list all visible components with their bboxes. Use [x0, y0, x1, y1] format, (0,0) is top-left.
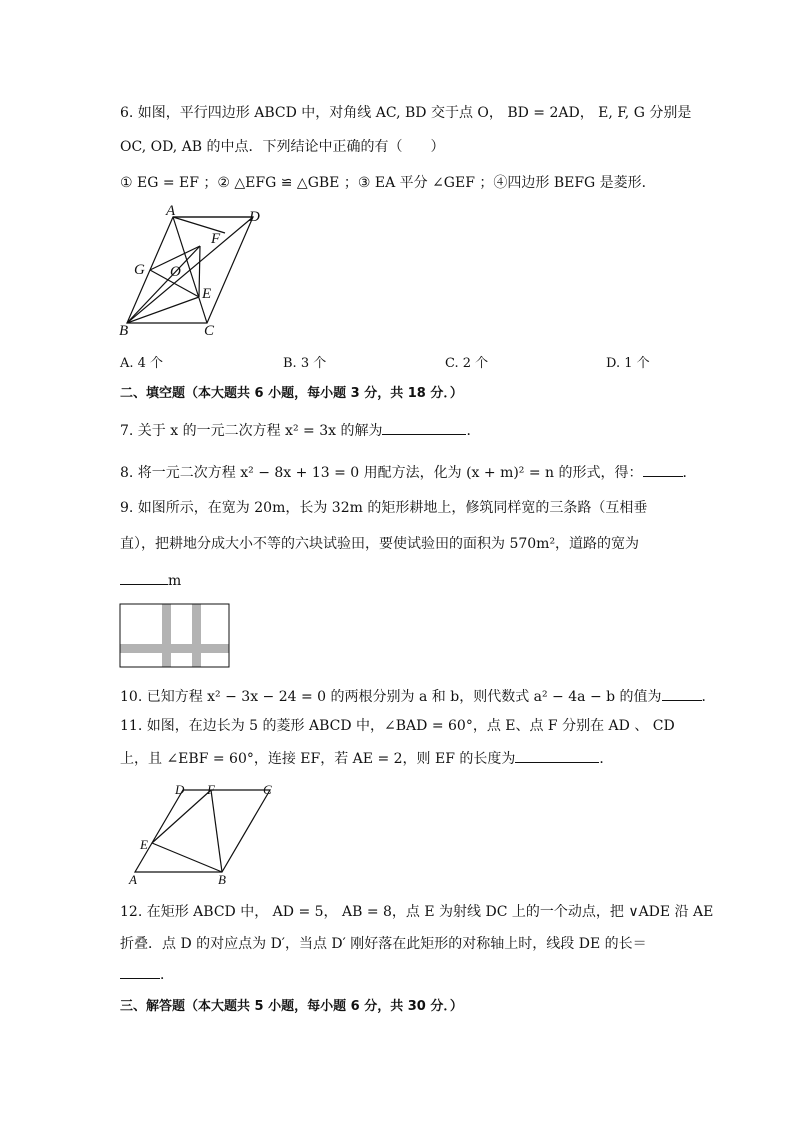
label-f: F — [207, 782, 215, 797]
q9-field-figure — [119, 603, 231, 669]
q10-answer-blank[interactable] — [662, 686, 702, 701]
q12-line3 — [120, 964, 174, 985]
label-c: C — [263, 782, 272, 797]
q11-answer-blank[interactable] — [515, 748, 599, 763]
q11-period: ． — [599, 751, 614, 767]
road-horizontal — [120, 644, 229, 653]
q6-line2: OC, OD, AB 的中点．下列结论中正确的有（ ） — [120, 139, 445, 155]
label-g: G — [134, 262, 145, 278]
section2-heading: 二、填空题（本大题共 6 小题，每小题 3 分，共 18 分．） — [120, 386, 463, 401]
label-a: A — [166, 205, 176, 219]
q9-answer-blank[interactable] — [120, 570, 168, 585]
segment-be — [152, 843, 222, 872]
q8 — [120, 462, 697, 483]
diagonal-bd — [127, 217, 253, 323]
q8-period: ． — [682, 465, 697, 481]
label-d: D — [175, 782, 185, 797]
label-f: F — [211, 231, 221, 247]
q9-unit: m — [168, 573, 182, 589]
q8-answer-blank[interactable] — [643, 462, 683, 477]
q6-option-c: C. 2 个 — [445, 356, 489, 371]
q6-option-b: B. 3 个 — [283, 356, 327, 371]
q11-line2 — [120, 748, 613, 769]
q6-option-d: D. 1 个 — [606, 356, 650, 371]
road-vertical-2 — [192, 604, 201, 667]
q7 — [120, 420, 480, 441]
segment-bf — [211, 790, 222, 872]
q7-period: ． — [466, 423, 481, 439]
q9-line1: 9. 如图所示，在宽为 20m，长为 32m 的矩形耕地上，修筑同样宽的三条路（互相垂 — [120, 500, 648, 516]
q9-line2: 直），把耕地分成大小不等的六块试验田，要使试验田的面积为 570m²，道路的宽为 — [120, 536, 640, 552]
q12-line1: 12. 在矩形 ABCD 中， AD = 5， AB = 8，点 E 为射线 DC 上的一个动点，把 ∨ADE 沿 AE — [120, 904, 714, 920]
q9-line3 — [120, 570, 181, 591]
q11-rhombus-figure — [125, 780, 280, 890]
label-c: C — [204, 323, 215, 339]
section3-heading: 三、解答题（本大题共 5 小题，每小题 6 分，共 30 分．） — [120, 999, 463, 1014]
label-b: B — [218, 872, 226, 887]
rhombus-abcd — [135, 790, 270, 872]
q10-period: ． — [701, 689, 716, 705]
q10 — [120, 686, 716, 707]
q12-period: ． — [160, 967, 174, 983]
q7-answer-blank[interactable] — [382, 420, 466, 435]
label-d: D — [249, 209, 260, 225]
road-vertical-1 — [162, 604, 171, 667]
q11-line1: 11. 如图，在边长为 5 的菱形 ABCD 中，∠BAD = 60°，点 E、点 F 分别在 AD 、 CD — [120, 718, 675, 734]
q6-line3: ① EG = EF ；② △EFG ≌ △GBE ；③ EA 平分 ∠GEF ；④四边形 BEFG 是菱形． — [120, 175, 656, 191]
label-e: E — [202, 286, 212, 302]
q7-text: 7. 关于 x 的一元二次方程 x² = 3x 的解为 — [120, 423, 383, 439]
q12-line2: 折叠．点 D 的对应点为 D′，当点 D′ 刚好落在此矩形的对称轴上时，线段 DE 的长＝ — [120, 936, 647, 952]
q10-text: 10. 已知方程 x² − 3x − 24 = 0 的两根分别为 a 和 b，则代数式 a² − 4a − b 的值为 — [120, 689, 662, 705]
q8-text: 8. 将一元二次方程 x² − 8x + 13 = 0 用配方法，化为 (x + m)² = n 的形式，得： — [120, 465, 643, 481]
label-b: B — [119, 323, 129, 339]
q6-parallelogram-figure — [115, 205, 275, 340]
q12-answer-blank[interactable] — [120, 964, 160, 979]
q6-line1: 6. 如图，平行四边形 ABCD 中，对角线 AC, BD 交于点 O， BD = 2AD， E, F, G 分别是 — [120, 105, 692, 121]
label-o: O — [170, 264, 181, 280]
segment-ef — [152, 790, 211, 843]
label-e: E — [140, 837, 148, 852]
q11-text: 上，且 ∠EBF = 60°，连接 EF，若 AE = 2，则 EF 的长度为 — [120, 751, 516, 767]
label-a: A — [129, 872, 137, 887]
q6-option-a: A. 4 个 — [120, 356, 164, 371]
